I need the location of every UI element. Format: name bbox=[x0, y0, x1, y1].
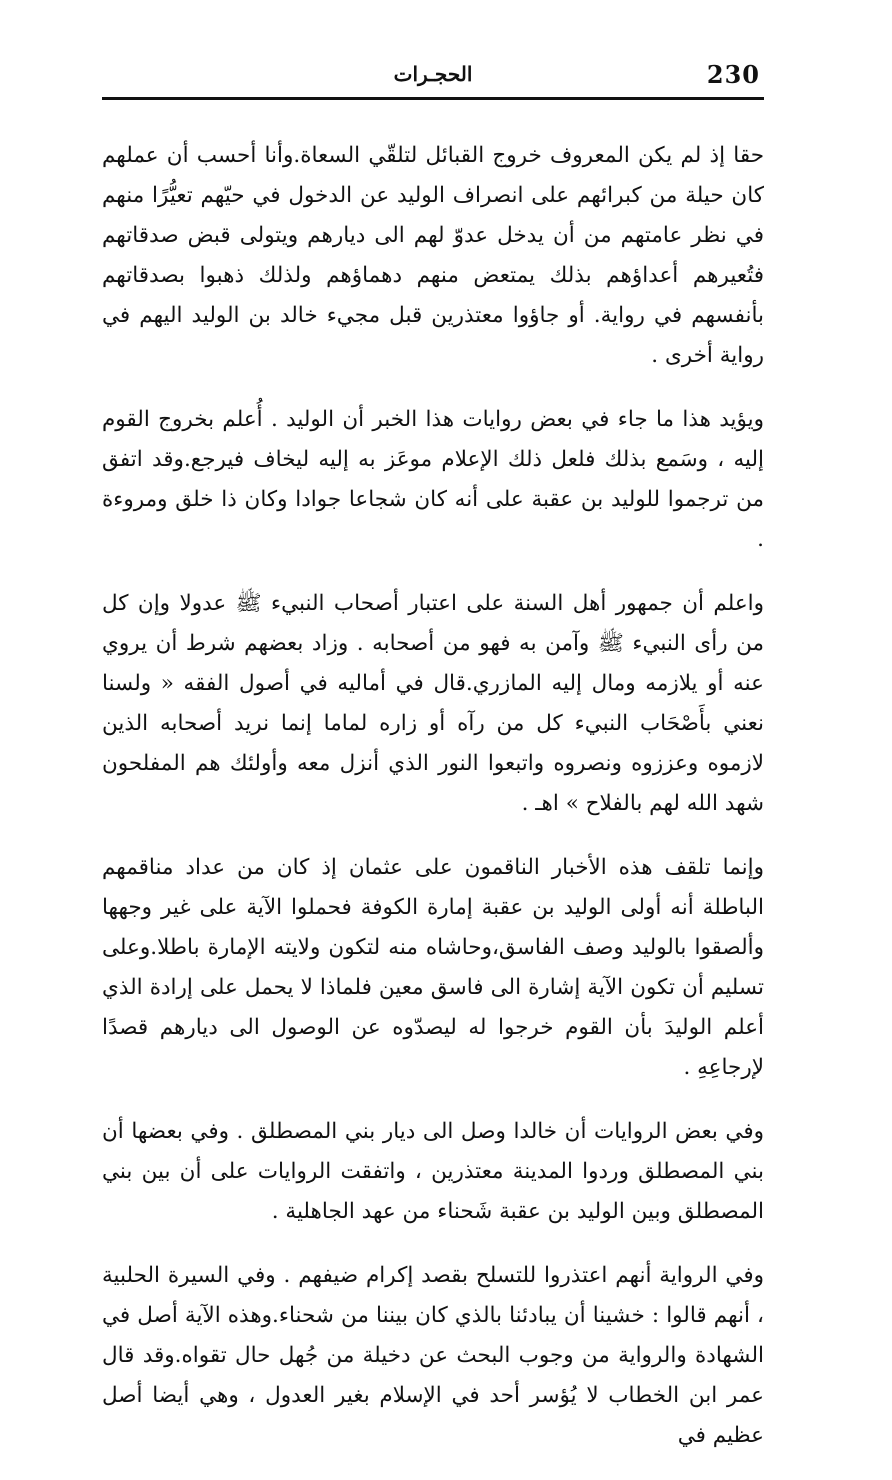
paragraph: وإنما تلقف هذه الأخبار الناقمون على عثمان إذ كان من عداد مناقمهم الباطلة أنه أولى الوليد بن عقبة إمارة الكوفة فحملوا الآية على غير وجهها وألصقوا بالوليد وصف الفاسق،وحاشاه منه لتكون ولايته الإمارة باطلا.وعلى تسليم أن تكون الآية إشارة الى فاسق معين فلماذا لا يحمل على إرادة الذي أعلم الوليدَ بأن القوم خرجوا له ليصدّوه عن الوصول الى ديارهم قصدًا لإرجاعِهِ . bbox=[102, 855, 764, 1080]
paragraph: وفي بعض الروايات أن خالدا وصل الى ديار بني المصطلق . وفي بعضها أن بني المصطلق وردوا المدينة معتذرين ، واتفقت الروايات على أن بين بني المصطلق وبين الوليد بن عقبة شَحناء من عهد الجاهلية . bbox=[102, 1119, 764, 1224]
page-number: 230 bbox=[706, 60, 760, 89]
header-rule bbox=[102, 97, 764, 100]
page-header bbox=[102, 54, 764, 94]
paragraph: ويؤيد هذا ما جاء في بعض روايات هذا الخبر أن الوليد . أُعلم بخروج القوم إليه ، وسَمع بذلك فلعل ذلك الإعلام موعَز به إليه ليخاف فيرجع.وقد اتفق من ترجموا للوليد بن عقبة على أنه كان شجاعا جوادا وكان ذا خلق ومروءة . bbox=[102, 407, 764, 552]
paragraph: حقا إذ لم يكن المعروف خروج القبائل لتلقّي السعاة.وأنا أحسب أن عملهم كان حيلة من كبرائهم على انصراف الوليد عن الدخول في حيّهم تعيُّرًا منهم في نظر عامتهم من أن يدخل عدوّ لهم الى ديارهم ويتولى قبض صدقاتهم فتُعيرهم أعداؤهم بذلك يمتعض منهم دهماؤهم ولذلك ذهبوا بصدقاتهم بأنفسهم في رواية. أو جاؤوا معتذرين قبل مجيء خالد بن الوليد اليهم في رواية أخرى . bbox=[102, 143, 764, 368]
body-text bbox=[102, 136, 764, 1480]
paragraph: واعلم أن جمهور أهل السنة على اعتبار أصحاب النبيء ﷺ عدولا وإن كل من رأى النبيء ﷺ وآمن به فهو من أصحابه . وزاد بعضهم شرط أن يروي عنه أو يلازمه ومال إليه المازري.قال في أماليه في أصول الفقه « ولسنا نعني بأَصْحَاب النبيء كل من رآه أو زاره لماما إنما نريد أصحابه الذين لازموه وعززوه ونصروه واتبعوا النور الذي أنزل معه وأولئك هم المفلحون شهد الله لهم بالفلاح » اهـ . bbox=[102, 591, 764, 816]
running-head-title: الحجـرات bbox=[393, 62, 473, 86]
paragraph: وفي الرواية أنهم اعتذروا للتسلح بقصد إكرام ضيفهم . وفي السيرة الحلبية ، أنهم قالوا : خشينا أن يبادئنا بالذي كان بيننا من شحناء.وهذه الآية أصل في الشهادة والرواية من وجوب البحث عن دخيلة من جُهل حال تقواه.وقد قال عمر ابن الخطاب لا يُؤسر أحد في الإسلام بغير العدول ، وهي أيضا أصل عظيم في bbox=[102, 1263, 764, 1448]
